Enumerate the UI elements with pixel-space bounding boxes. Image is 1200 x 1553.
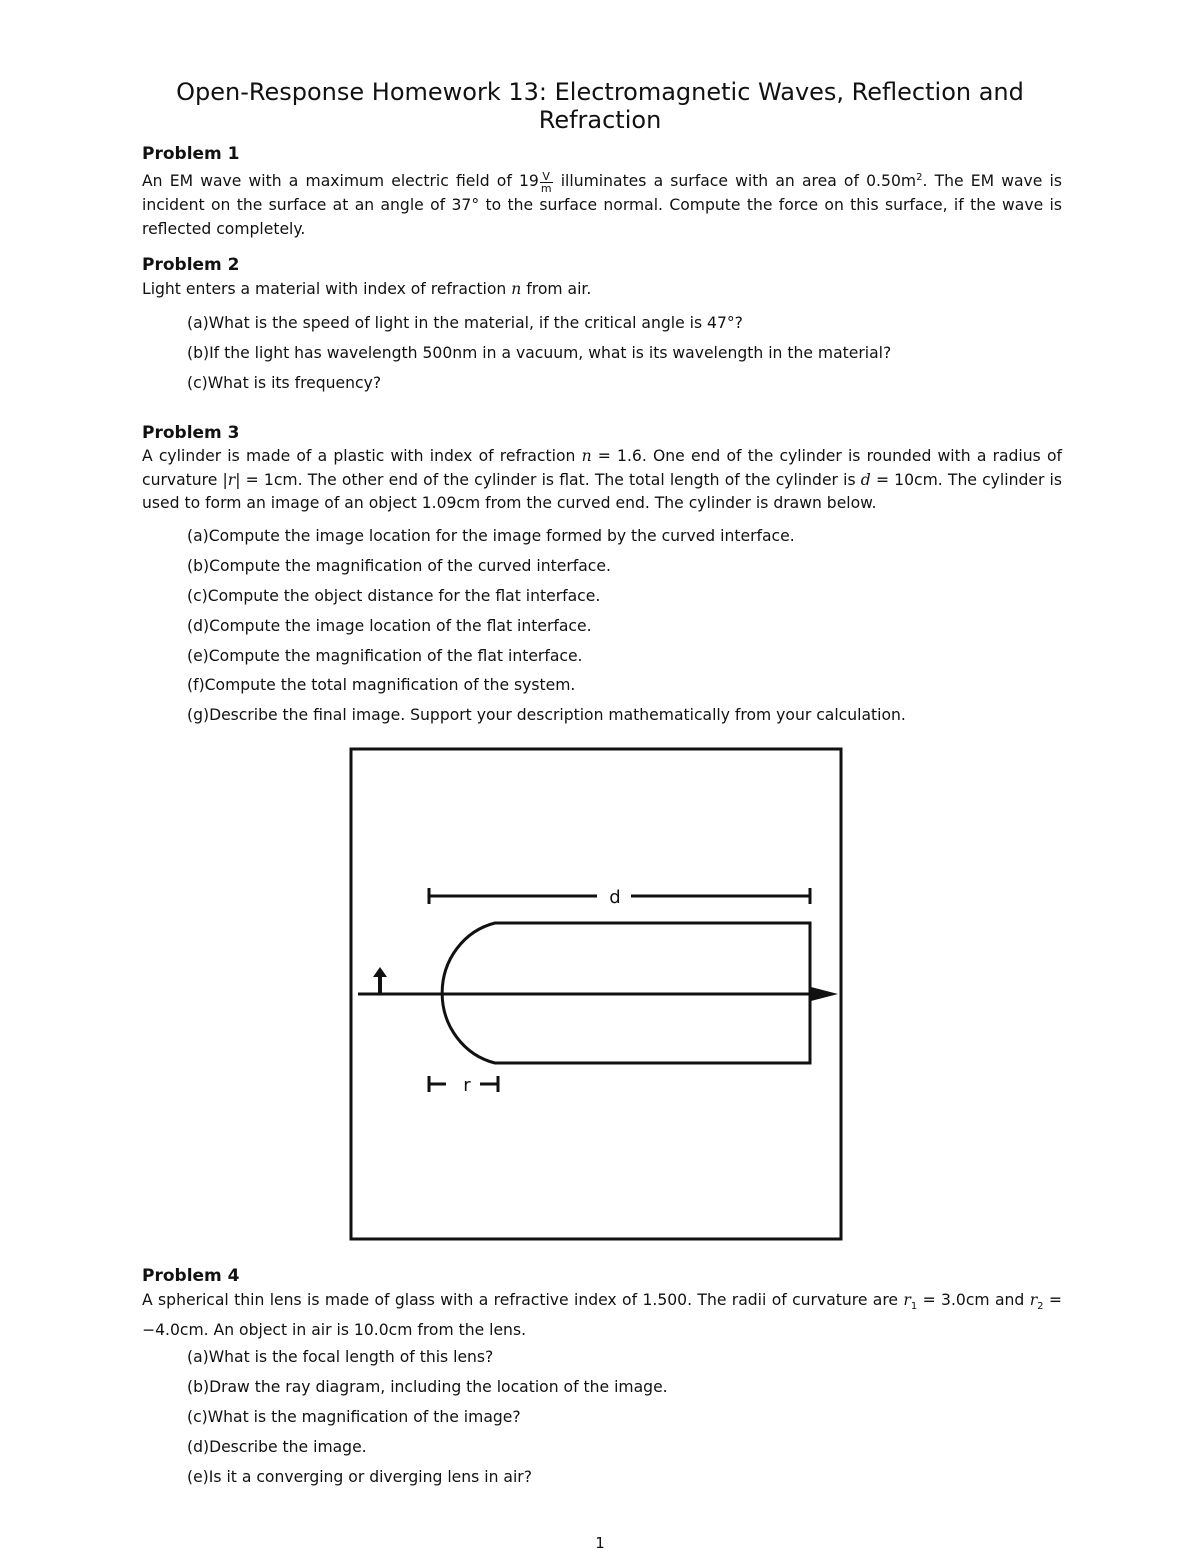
- problem-4-text: [142, 1289, 1062, 1342]
- problem-2-text-a: Light enters a material with index of refraction: [142, 280, 512, 298]
- problem-2-heading: Problem 2: [142, 255, 240, 275]
- problem-1-text: [142, 166, 1062, 241]
- cylinder-figure: [349, 747, 843, 1241]
- problem-4-item-b: (b)Draw the ray diagram, including the location of the image.: [187, 1378, 668, 1396]
- label-d: d: [609, 887, 621, 908]
- problem-3-item-e: (e)Compute the magnification of the flat interface.: [187, 647, 583, 665]
- problem-3-text: [142, 445, 1062, 516]
- problem-3-heading: Problem 3: [142, 423, 240, 443]
- subscript-2: 2: [1037, 1301, 1044, 1313]
- problem-4-item-c: (c)What is the magnification of the image?: [187, 1408, 521, 1426]
- problem-3-text-a: A cylinder is made of a plastic with index of refraction: [142, 447, 582, 465]
- unit-fraction-numerator: V: [540, 172, 553, 183]
- problem-3-item-d: (d)Compute the image location of the flat interface.: [187, 617, 592, 635]
- unit-fraction-denominator: m: [540, 182, 552, 196]
- var-n: n: [511, 280, 522, 298]
- page-title: [100, 78, 1100, 134]
- problem-3-item-c: (c)Compute the object distance for the flat interface.: [187, 587, 601, 605]
- var-r2: r: [1029, 1291, 1038, 1309]
- problem-1-text-c: . The EM wave is incident on the surface at an angle of 37° to the surface normal. Compute the force on this surface, if the wave is reflected completely.: [142, 172, 1062, 238]
- title-line-2: Refraction: [538, 106, 662, 134]
- label-r: r: [463, 1075, 471, 1096]
- problem-4-heading: Problem 4: [142, 1266, 240, 1286]
- problem-4-text-b: = 3.0cm and: [917, 1291, 1030, 1309]
- var-d: d: [860, 470, 871, 489]
- var-r1: r: [903, 1291, 911, 1309]
- problem-2-item-a: (a)What is the speed of light in the material, if the critical angle is 47°?: [187, 314, 743, 332]
- problem-1-heading: Problem 1: [142, 144, 240, 164]
- title-line-1: Open-Response Homework 13: Electromagnetic Waves, Reflection and: [176, 78, 1024, 106]
- subscript-1: 1: [910, 1301, 918, 1313]
- var-r: r: [227, 470, 236, 489]
- axis-arrow-icon: [811, 987, 838, 1001]
- problem-3-item-b: (b)Compute the magnification of the curved interface.: [187, 557, 611, 575]
- problem-3-text-d: = 10cm. The cylinder is used to form an image of an object 1.09cm from the curved end. The cylinder is drawn below.: [142, 470, 1062, 512]
- unit-fraction: [540, 172, 553, 194]
- problem-4-item-a: (a)What is the focal length of this lens?: [187, 1348, 494, 1366]
- problem-2-text: [142, 278, 1062, 302]
- problem-3-item-f: (f)Compute the total magnification of the system.: [187, 676, 576, 694]
- problem-4-item-e: (e)Is it a converging or diverging lens in air?: [187, 1468, 532, 1486]
- var-n: n: [581, 447, 592, 465]
- object-arrow-icon: [373, 967, 387, 977]
- problem-3-item-g: (g)Describe the final image. Support your description mathematically from your calculation.: [187, 706, 906, 724]
- problem-4-text-c: = −4.0cm. An object in air is 10.0cm from the lens.: [142, 1291, 1062, 1339]
- problem-2-item-b: (b)If the light has wavelength 500nm in a vacuum, what is its wavelength in the material?: [187, 344, 892, 362]
- problem-2-item-c: (c)What is its frequency?: [187, 374, 382, 392]
- problem-1-text-a: An EM wave with a maximum electric field of 19: [142, 172, 539, 191]
- problem-3-item-a: (a)Compute the image location for the image formed by the curved interface.: [187, 527, 795, 545]
- problem-3-text-b: = 1.6. One end of the cylinder is rounded with a radius of curvature |: [142, 447, 1062, 489]
- problem-3-text-c: | = 1cm. The other end of the cylinder is flat. The total length of the cylinder is: [235, 470, 861, 489]
- problem-4-item-d: (d)Describe the image.: [187, 1438, 367, 1456]
- area-exponent: 2: [916, 172, 923, 183]
- problem-2-text-b: from air.: [521, 280, 592, 298]
- page-number: 1: [595, 1534, 605, 1552]
- problem-1-text-b: illuminates a surface with an area of 0.50m: [553, 172, 917, 191]
- problem-4-text-a: A spherical thin lens is made of glass with a refractive index of 1.500. The radii of curvature are: [142, 1291, 904, 1309]
